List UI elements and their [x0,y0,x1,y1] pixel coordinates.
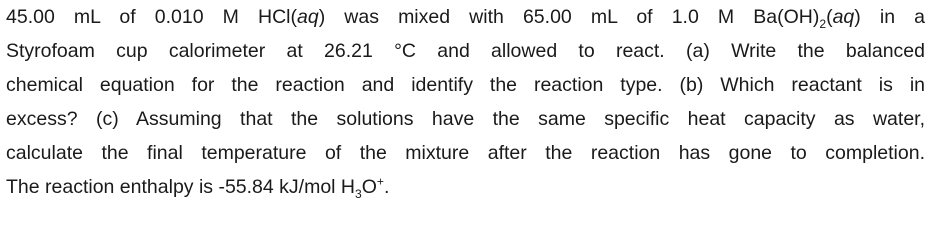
subscript: 3 [355,186,362,201]
problem-text [6,0,925,204]
problem-line-5: calculate the final temperature of the mixture after the reaction has gone to completion. [6,142,925,164]
problem-line-6 [6,170,925,204]
problem-line-3: chemical equation for the reaction and identify the reaction type. (b) Which reactant is in [6,74,925,96]
text-segment: . [383,176,390,198]
text-segment: The reaction enthalpy is -55.84 kJ/mol H [6,176,356,198]
text-segment: ( [826,6,833,28]
subscript: 2 [819,16,827,31]
text-segment: 45.00 mL of 0.010 M HCl( [6,6,297,28]
superscript: + [376,174,384,189]
aqueous-state: aq [296,6,319,28]
problem-line-1 [6,0,925,34]
text-segment: ) in a [854,6,926,28]
aqueous-state: aq [832,6,855,28]
problem-line-4: excess? (c) Assuming that the solutions have the same specific heat capacity as water, [6,108,925,130]
text-segment: ) was mixed with 65.00 mL of 1.0 M Ba(OH) [318,6,820,28]
problem-line-2: Styrofoam cup calorimeter at 26.21 °C and allowed to react. (a) Write the balanced [6,40,925,62]
text-segment: O [361,176,377,198]
